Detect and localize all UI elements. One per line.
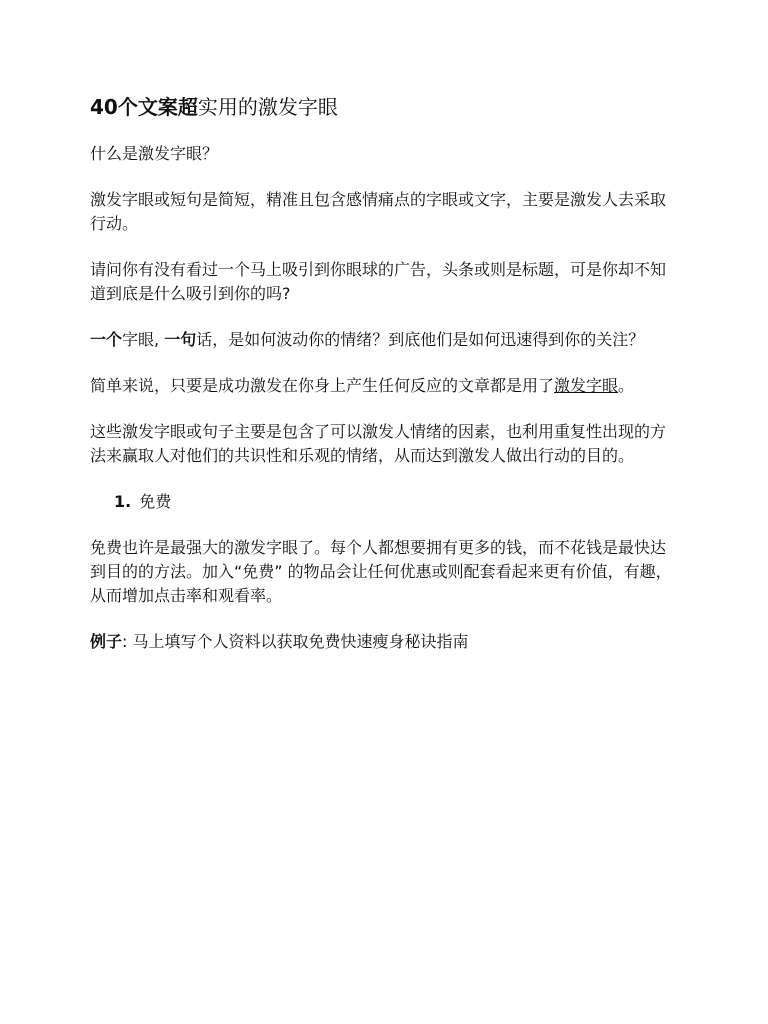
title-bold-part: 40个文案超: [90, 95, 198, 119]
paragraph-question: 请问你有没有看过一个马上吸引到你眼球的广告，头条或则是标题，可是你却不知道到底是什么吸引到你的吗?: [90, 260, 667, 303]
emotion-bold-2: 一句: [164, 330, 197, 349]
emotion-text-1: 字眼,: [122, 330, 165, 349]
document-title: [90, 92, 680, 122]
paragraph-explanation: 这些激发字眼或句子主要是包含了可以激发人情绪的因素，也利用重复性出现的方法来赢取人对他们的共识性和乐观的情绪，从而达到激发人做出行动的目的。: [90, 422, 667, 465]
document-page: [90, 92, 680, 676]
emotion-bold-1: 一个: [90, 330, 123, 349]
paragraph-summary: [90, 374, 680, 398]
paragraph-emotion: [90, 328, 680, 352]
paragraph-free-desc: 免费也许是最强大的激发字眼了。每个人都想要拥有更多的钱，而不花钱是最快达到目的的方法。加入“免费” 的物品会让任何优惠或则配套看起来更有价值，有趣，从而增加点击率和观看率。: [90, 538, 672, 605]
title-rest-part: 实用的激发字眼: [197, 95, 338, 119]
list-label: 免费: [139, 492, 172, 511]
example-label: 例子: [90, 632, 123, 651]
paragraph-what-is: 什么是激发字眼？: [90, 144, 219, 163]
summary-end: 。: [618, 376, 635, 395]
example-sep: :: [122, 632, 133, 651]
emotion-text-2: 话，是如何波动你的情绪？到底他们是如何迅速得到你的关注？: [196, 330, 645, 349]
paragraph-example: [90, 630, 680, 654]
summary-link[interactable]: 激发字眼: [554, 376, 619, 395]
paragraph-definition: 激发字眼或短句是简短，精准且包含感情痛点的字眼或文字，主要是激发人去采取行动。: [90, 190, 667, 233]
list-item-free: [90, 490, 680, 514]
example-text: 马上填写个人资料以获取免费快速瘦身秘诀指南: [132, 632, 469, 651]
list-number: 1.: [114, 492, 132, 511]
summary-text: 简单来说，只要是成功激发在你身上产生任何反应的文章都是用了: [90, 376, 555, 395]
